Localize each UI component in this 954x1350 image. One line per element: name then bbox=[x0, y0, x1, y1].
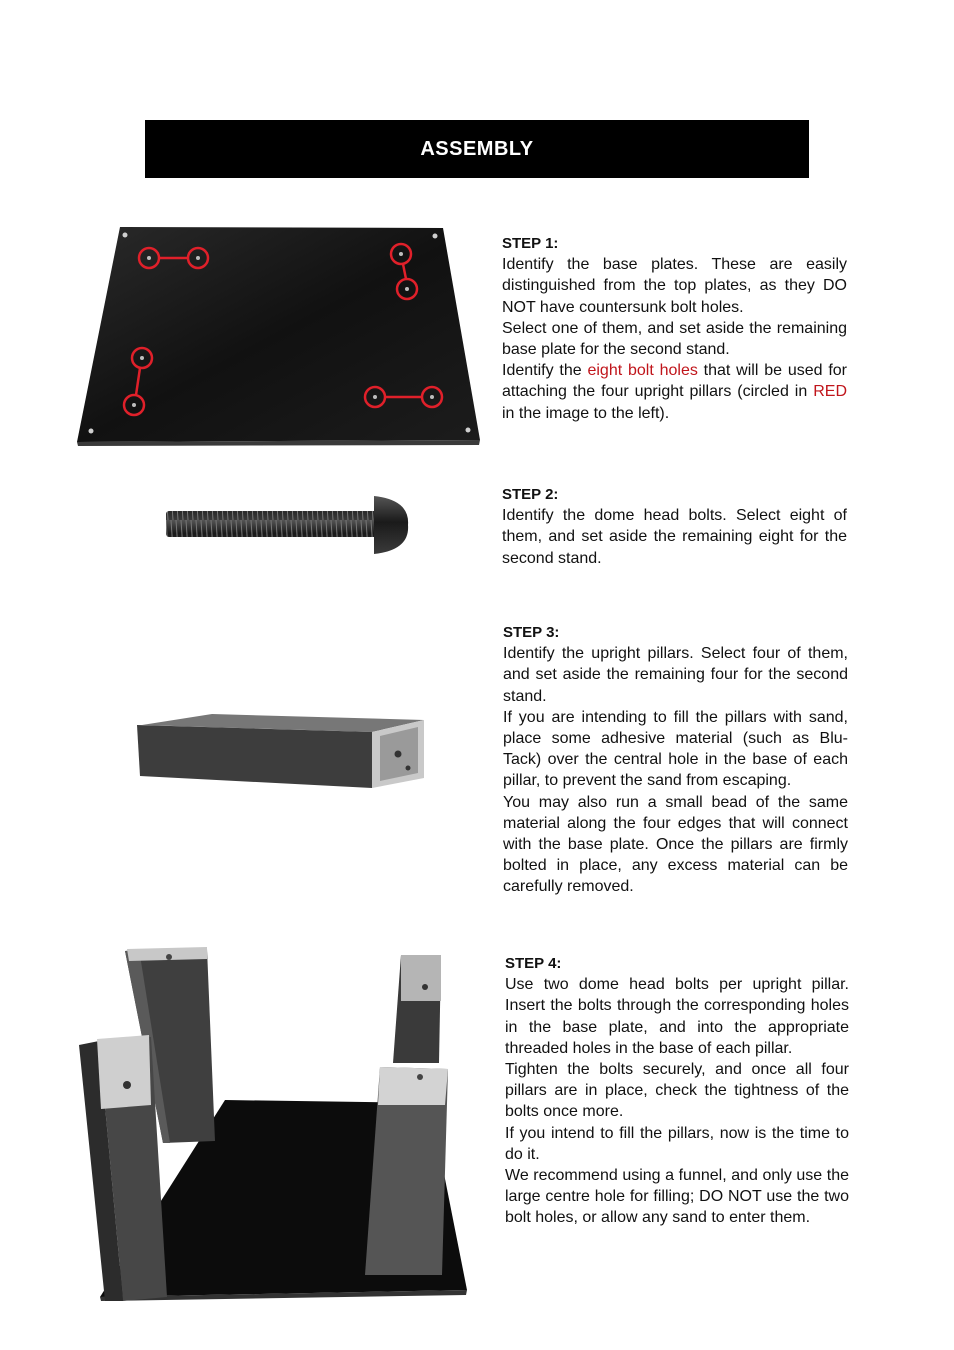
step-4-paragraph-4: We recommend using a funnel, and only use the large centre hole for filling; DO NOT use the two bolt holes, or allow any sand to enter them. bbox=[505, 1167, 849, 1227]
red-highlight: RED bbox=[813, 383, 847, 401]
step-4-paragraph-1: Use two dome head bolts per upright pillar. Insert the bolts through the corresponding holes in the base plate, and into the appropriate threaded holes in the base of each pillar. bbox=[505, 976, 849, 1057]
pillar-side-face bbox=[137, 725, 372, 788]
bolt-dome-head bbox=[374, 496, 408, 554]
section-title: ASSEMBLY bbox=[420, 137, 534, 160]
assembled-stand-image bbox=[75, 945, 475, 1305]
step-2-paragraph-1: Identify the dome head bolts. Select eight of them, and set aside the remaining eight for the second stand. bbox=[502, 507, 847, 567]
step-1-text bbox=[502, 233, 847, 424]
step-1-paragraph-1: Identify the base plates. These are easily distinguished from the top plates, as they DO NOT have countersunk bolt holes. bbox=[502, 256, 847, 316]
step-3-paragraph-1: Identify the upright pillars. Select four of them, and set aside the remaining four for the second stand. bbox=[503, 645, 848, 705]
step-4-title: STEP 4: bbox=[505, 955, 562, 972]
step-2-text bbox=[502, 484, 847, 569]
bolt-holes-highlight: eight bolt holes bbox=[587, 362, 698, 380]
step-4-paragraph-2: Tighten the bolts securely, and once all four pillars are in place, check the tightness of the bolts once more. bbox=[505, 1061, 849, 1121]
back-right-pillar bbox=[393, 955, 441, 1063]
step-3-text bbox=[503, 622, 848, 898]
step-2-title: STEP 2: bbox=[502, 486, 559, 503]
step-3-paragraph-2: If you are intending to fill the pillars with sand, place some adhesive material (such as Blu-Tack) over the central hole in the base of each pillar, to prevent the sand from escaping. bbox=[503, 708, 848, 790]
step-4-paragraph-3: If you intend to fill the pillars, now is the time to do it. bbox=[505, 1124, 849, 1163]
step-1-title: STEP 1: bbox=[502, 235, 559, 252]
front-right-pillar bbox=[365, 1067, 448, 1275]
step-1-paragraph-3: Identify the eight bolt holes that will be used for attaching the four upright pillars (circled in RED in the image to the left). bbox=[502, 362, 848, 422]
bolt-shaft bbox=[166, 511, 378, 537]
step-3-paragraph-3: You may also run a small bead of the same material along the four edges that will connect with the base plate. Once the pillars are firmly bolted in place, any excess material can be carefully removed. bbox=[503, 793, 848, 896]
base-plate-image bbox=[75, 224, 485, 448]
dome-head-bolt-image bbox=[160, 490, 410, 560]
base-plate bbox=[77, 227, 480, 442]
step-1-paragraph-2: Select one of them, and set aside the remaining base plate for the second stand. bbox=[502, 319, 847, 359]
step-4-text bbox=[505, 953, 849, 1229]
step-3-title: STEP 3: bbox=[503, 624, 560, 641]
upright-pillar-image bbox=[132, 710, 432, 795]
section-title-banner bbox=[145, 120, 809, 178]
